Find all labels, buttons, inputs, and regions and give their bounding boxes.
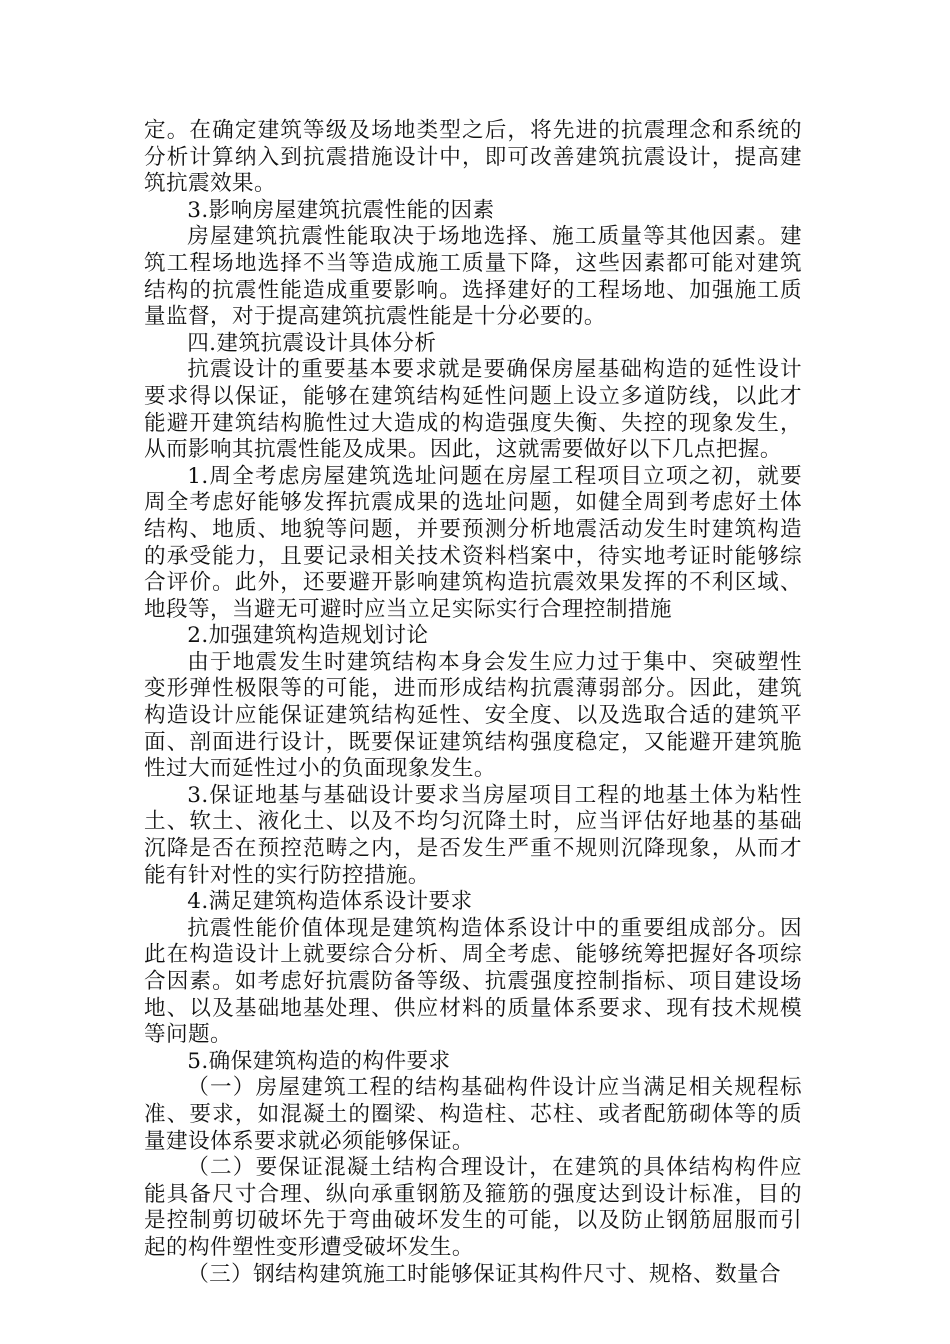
paragraph-continuation: 定。在确定建筑等级及场地类型之后，将先进的抗震理念和系统的分析计算纳入到抗震措施设计中，即可改善建筑抗震设计，提高建筑抗震效果。 (144, 118, 802, 197)
subsection-heading-5: 5.确保建筑构造的构件要求 (187, 1048, 451, 1074)
section-heading-3: 3.影响房屋建筑抗震性能的因素 (187, 197, 495, 223)
document-page (144, 118, 802, 1288)
paragraph: 由于地震发生时建筑结构本身会发生应力过于集中、突破塑性变形弹性极限等的可能，进而形成结构抗震薄弱部分。因此，建筑构造设计应能保证建筑结构延性、安全度、以及选取合适的建筑平面、剖面进行设计，既要保证建筑结构强度稳定，又能避开建筑脆性过大而延性过小的负面现象发生。 (144, 649, 802, 782)
subsection-heading-2: 2.加强建筑构造规划讨论 (187, 623, 429, 649)
section-heading-4: 四.建筑抗震设计具体分析 (187, 330, 437, 356)
paragraph: 1.周全考虑房屋建筑选址问题在房屋工程项目立项之初，就要周全考虑好能够发挥抗震成果的选址问题，如健全周到考虑好土体结构、地质、地貌等问题，并要预测分析地震活动发生时建筑构造的承受能力，且要记录相关技术资料档案中，待实地考证时能够综合评价。此外，还要避开影响建筑构造抗震效果发挥的不利区域、地段等，当避无可避时应当立足实际实行合理控制措施 (144, 463, 802, 622)
subsection-heading-4: 4.满足建筑构造体系设计要求 (187, 889, 473, 915)
paragraph: 抗震性能价值体现是建筑构造体系设计中的重要组成部分。因此在构造设计上就要综合分析、周全考虑、能够统筹把握好各项综合因素。如考虑好抗震防备等级、抗震强度控制指标、项目建设场地、以及基础地基处理、供应材料的质量体系要求、现有技术规模等问题。 (144, 915, 802, 1048)
paragraph: 抗震设计的重要基本要求就是要确保房屋基础构造的延性设计要求得以保证，能够在建筑结构延性问题上设立多道防线，以此才能避开建筑结构脆性过大造成的构造强度失衡、失控的现象发生，从而影响其抗震性能及成果。因此，这就需要做好以下几点把握。 (144, 357, 802, 463)
paragraph: （三）钢结构建筑施工时能够保证其构件尺寸、规格、数量合 (187, 1261, 782, 1287)
paragraph: 3.保证地基与基础设计要求当房屋项目工程的地基土体为粘性土、软土、液化土、以及不均匀沉降土时，应当评估好地基的基础沉降是否在预控范畴之内，是否发生严重不规则沉降现象，从而才能有针对性的实行防控措施。 (144, 782, 802, 888)
paragraph: 房屋建筑抗震性能取决于场地选择、施工质量等其他因素。建筑工程场地选择不当等造成施工质量下降，这些因素都可能对建筑结构的抗震性能造成重要影响。选择建好的工程场地、加强施工质量监督，对于提高建筑抗震性能是十分必要的。 (144, 224, 802, 330)
paragraph: （二）要保证混凝土结构合理设计，在建筑的具体结构构件应能具备尺寸合理、纵向承重钢筋及箍筋的强度达到设计标准，目的是控制剪切破坏先于弯曲破坏发生的可能，以及防止钢筋屈服而引起的构件塑性变形遭受破坏发生。 (144, 1155, 802, 1260)
paragraph: （一）房屋建筑工程的结构基础构件设计应当满足相关规程标准、要求，如混凝土的圈梁、构造柱、芯柱、或者配筋砌体等的质量建设体系要求就必须能够保证。 (144, 1075, 802, 1154)
